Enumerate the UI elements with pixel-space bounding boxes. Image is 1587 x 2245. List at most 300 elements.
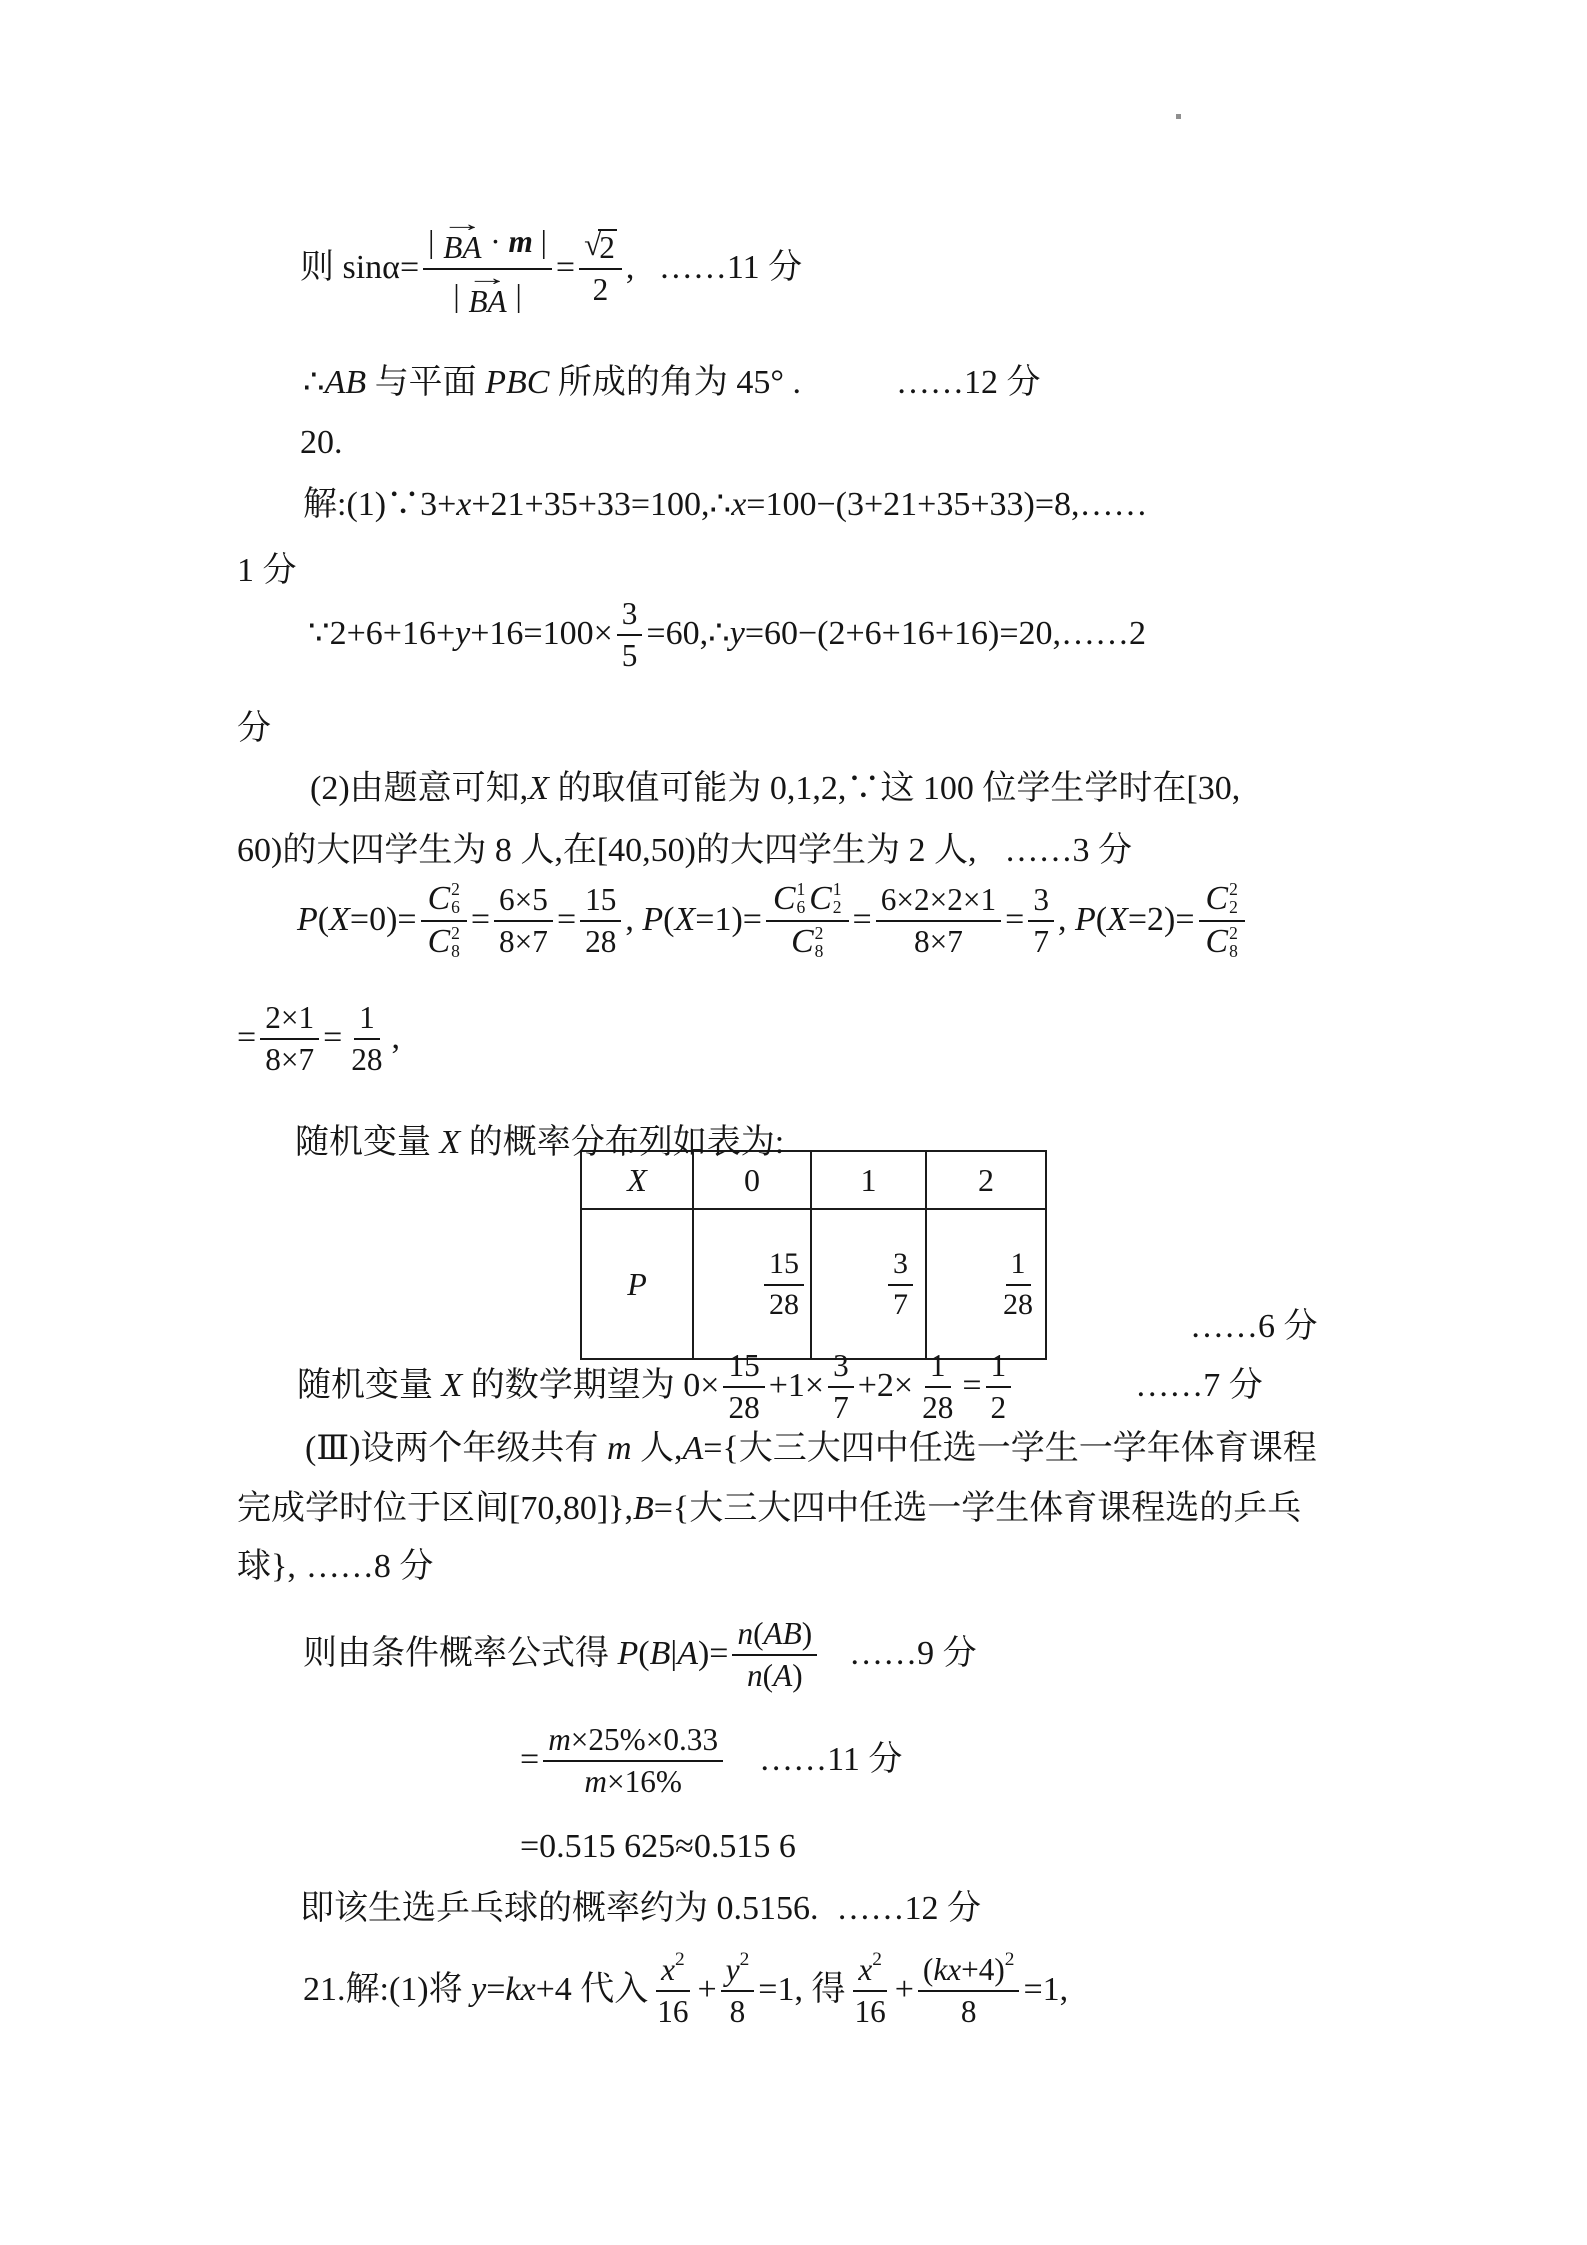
math-text: =0)=: [349, 901, 417, 939]
combination-symbol: [428, 924, 460, 961]
math-text: 2: [990, 1390, 1007, 1426]
comb-base: C: [427, 879, 451, 917]
math-text: 即该生选乒乓球的概率约为 0.5156.: [300, 1890, 819, 1927]
math-text: x: [456, 486, 472, 523]
numerator: [732, 1616, 817, 1656]
math-text: )=: [697, 1635, 729, 1673]
math-text: =: [556, 901, 577, 939]
math-text: 16: [854, 1994, 886, 2030]
math-text: ……9 分: [849, 1635, 977, 1673]
math-text: ……6 分: [1190, 1308, 1318, 1345]
q20-part2b: [237, 830, 1132, 873]
fraction: [721, 1949, 755, 2030]
math-text: m: [508, 223, 533, 259]
spacer: [976, 851, 1004, 852]
math-text: 人,: [631, 1430, 683, 1467]
fraction: [998, 1247, 1038, 1321]
fraction: [1028, 882, 1054, 959]
sin-formula: [300, 211, 803, 319]
math-text: 7: [833, 1390, 849, 1426]
comb-superscript: 2: [451, 922, 460, 943]
comb-subscript: 8: [814, 941, 824, 962]
math-text: kx: [505, 1971, 536, 2009]
fraction: [917, 1348, 958, 1425]
math-text: 所成的角为 45° .: [549, 364, 802, 401]
comb-subscript: 2: [1229, 897, 1238, 918]
cond-prob-decimal: [520, 1826, 796, 1869]
combination-symbol: [773, 880, 805, 917]
math-text: 15: [728, 1348, 760, 1383]
exponent: 2: [739, 1949, 750, 1971]
q20-part2: [310, 768, 1240, 811]
fraction: [764, 1247, 804, 1321]
numerator: 15: [764, 1247, 804, 1286]
denominator: [346, 1040, 387, 1077]
spacer: [296, 1567, 306, 1568]
fraction: [1199, 880, 1245, 961]
math-text: 6×2×2×1: [880, 881, 997, 917]
math-text: 则由条件概率公式得: [303, 1635, 618, 1673]
combination-symbol: [791, 924, 823, 961]
math-text: |: [670, 1635, 678, 1673]
comb-superscript: 2: [1229, 879, 1238, 899]
math-text: =: [486, 1971, 506, 2009]
math-text: m: [548, 1722, 571, 1757]
math-text: =1)=: [695, 901, 762, 939]
comb-scripts: [1229, 924, 1238, 961]
fraction: [346, 1000, 387, 1077]
comb-scripts: [451, 924, 460, 961]
comb-base: C: [427, 923, 451, 961]
math-text: (: [638, 1635, 650, 1673]
math-text: ……12 分: [836, 1890, 981, 1927]
math-text: (: [1095, 901, 1108, 939]
math-text: AB: [763, 1616, 802, 1651]
numerator: [918, 1949, 1020, 1992]
power-base: [923, 1952, 1005, 1987]
table-cell-var-label: X: [581, 1151, 693, 1209]
denominator: [909, 922, 968, 959]
math-text: x: [731, 486, 747, 523]
q20-part3b: [237, 1488, 1301, 1531]
spacer: [801, 383, 896, 384]
numerator: [423, 211, 552, 270]
q20-part1: [303, 484, 1148, 527]
math-text: P: [642, 901, 664, 939]
power-expression: [858, 1949, 882, 1987]
math-text: A: [682, 1430, 704, 1467]
math-text: =60,∴: [646, 615, 730, 653]
numerator: 3: [888, 1247, 913, 1286]
math-text: =: [852, 901, 872, 939]
math-text: ,: [625, 249, 643, 287]
math-text: +2×: [857, 1367, 914, 1405]
math-text: ∴: [303, 364, 325, 401]
table-cell-p1: [811, 1209, 926, 1359]
numerator: [421, 880, 467, 922]
math-text: 解:(1)∵3+: [303, 486, 457, 523]
math-text: +: [894, 1971, 914, 2009]
comb-subscript: 6: [451, 897, 460, 918]
math-text: 分: [237, 710, 271, 747]
exponent: 2: [674, 1949, 685, 1971]
q21: [303, 1949, 1069, 2030]
math-text: ={大三大四中任选一学生一学年体育课程: [703, 1430, 1317, 1467]
math-text: |: [532, 223, 547, 259]
math-text: =2)=: [1127, 901, 1195, 939]
math-text: X: [329, 901, 350, 939]
math-text: 的概率分布列如表为:: [460, 1124, 785, 1161]
math-text: =: [470, 901, 491, 939]
math-text: ……11 分: [759, 1741, 903, 1779]
fraction: [580, 882, 621, 959]
power-base: [858, 1952, 872, 1987]
power-expression: [725, 1949, 750, 1987]
math-text: X: [674, 901, 696, 939]
denominator: [986, 1388, 1012, 1425]
vector-arrow-icon: →: [440, 211, 484, 236]
numerator: [656, 1949, 690, 1992]
combination-symbol: [1206, 880, 1238, 917]
math-text: 3: [1033, 881, 1049, 917]
math-text: (: [922, 1952, 934, 1987]
math-text: AB: [324, 364, 367, 401]
comb-scripts: [796, 880, 805, 917]
math-text: 6×5: [499, 881, 548, 917]
math-text: (2)由题意可知,: [310, 770, 529, 807]
numerator: [579, 229, 622, 270]
math-text: 28: [585, 923, 617, 959]
vector: [466, 264, 509, 319]
score-1: [237, 550, 297, 593]
exponent: 2: [872, 1949, 882, 1971]
denominator: [588, 270, 614, 307]
cond-prob-value: [520, 1722, 902, 1799]
math-text: PBC: [485, 364, 550, 401]
table-cell-p0: [693, 1209, 811, 1359]
math-text: 与平面: [366, 364, 486, 401]
q20-part1b: [308, 596, 1146, 673]
math-text: ……8 分: [305, 1548, 434, 1585]
fraction: [421, 880, 467, 961]
denominator: [742, 1656, 808, 1693]
math-text: 28: [351, 1042, 383, 1078]
conclusion: [300, 1888, 981, 1931]
power-base: [661, 1952, 675, 1987]
math-text: 1: [359, 1000, 375, 1035]
math-text: +21+35+33=100,∴: [471, 486, 732, 523]
denominator: 28: [769, 1287, 799, 1321]
comb-subscript: 6: [796, 897, 806, 918]
math-text: 28: [728, 1390, 760, 1426]
math-text: ……12 分: [896, 364, 1041, 401]
math-text: 28: [922, 1390, 954, 1426]
math-text: =100−(3+21+35+33)=8,……: [746, 486, 1148, 523]
comb-scripts: [451, 880, 460, 917]
math-text: X: [441, 1367, 463, 1405]
numerator: [766, 880, 849, 922]
math-text: (: [753, 1616, 764, 1651]
radicand: 2: [599, 230, 615, 266]
conditional-prob: [303, 1616, 977, 1693]
math-text: 2: [592, 272, 609, 308]
math-text: 8×7: [913, 923, 963, 959]
fraction: [888, 1247, 913, 1321]
fraction: [494, 882, 553, 959]
math-text: 2×1: [265, 1000, 315, 1035]
math-text: x: [858, 1952, 873, 1987]
comb-superscript: 2: [1229, 922, 1238, 943]
fraction: [986, 1348, 1012, 1425]
comb-superscript: 2: [814, 922, 824, 943]
fraction: [423, 211, 552, 319]
math-text: ,: [391, 1019, 401, 1057]
math-text: ×16%: [606, 1764, 682, 1800]
math-text: 16: [657, 1994, 689, 2030]
q20-number: [300, 422, 343, 465]
math-text: ×25%×0.33: [570, 1722, 719, 1757]
numerator: [1028, 882, 1054, 922]
fraction: [617, 596, 643, 673]
math-text: m: [606, 1430, 632, 1467]
math-text: (: [317, 901, 330, 939]
comb-subscript: 8: [1229, 941, 1238, 962]
numerator: [543, 1722, 723, 1762]
fraction: [652, 1949, 693, 2030]
math-text: B: [632, 1490, 654, 1527]
denominator: [421, 922, 467, 961]
spacer: [1015, 1386, 1135, 1387]
math-text: n: [747, 1658, 763, 1694]
fraction: [766, 880, 849, 961]
math-text: ·: [482, 223, 509, 259]
math-text: 3: [621, 596, 638, 631]
denominator: [784, 922, 830, 961]
fraction: [918, 1949, 1020, 2030]
math-text: 的取值可能为 0,1,2,∵这 100 位学生学时在[30,: [548, 770, 1241, 807]
math-text: n: [737, 1616, 754, 1651]
table-row-p: [581, 1209, 1046, 1359]
comb-scripts: [815, 924, 824, 961]
math-text: P: [297, 901, 318, 939]
math-text: P: [1074, 901, 1096, 939]
math-text: 15: [585, 881, 617, 917]
math-text: P: [617, 1635, 639, 1673]
math-text: =1,: [1023, 1971, 1069, 2009]
table-cell-x2: 2: [926, 1151, 1046, 1209]
numerator: [1199, 880, 1245, 922]
math-text: =1, 得: [758, 1971, 846, 2009]
denominator: [956, 1992, 982, 2029]
vector: [440, 211, 484, 265]
math-text: 的数学期望为 0×: [462, 1367, 720, 1405]
math-text: 随机变量: [297, 1367, 442, 1405]
math-text: A: [677, 1635, 698, 1673]
math-text: ……7 分: [1135, 1367, 1263, 1405]
math-text: +4): [961, 1952, 1005, 1987]
table-cell-p2: [926, 1209, 1046, 1359]
math-text: =60−(2+6+16+16)=20,……2: [744, 615, 1147, 653]
comb-scripts: [1229, 880, 1238, 917]
math-text: A: [773, 1658, 793, 1694]
numerator: [721, 1949, 755, 1992]
math-text: 1: [990, 1348, 1007, 1383]
angle-conclusion: [303, 362, 1041, 405]
math-text: 8×7: [499, 923, 548, 959]
denominator: [1028, 922, 1054, 959]
math-text: +1×: [768, 1367, 825, 1405]
math-text: ……3 分: [1004, 832, 1132, 869]
vector-base: BA: [443, 229, 482, 265]
denominator: [652, 1992, 693, 2029]
numerator: [617, 596, 643, 636]
math-text: ,: [625, 901, 643, 939]
math-text: (: [663, 901, 675, 939]
math-text: 3: [833, 1348, 849, 1383]
numerator: 1: [1006, 1247, 1031, 1286]
math-text: |: [453, 277, 468, 313]
math-text: 20.: [300, 424, 343, 461]
math-text: X: [1107, 901, 1128, 939]
comb-base: C: [1205, 923, 1229, 961]
fraction: [849, 1949, 890, 2030]
exponent: 2: [1004, 1949, 1015, 1971]
power-base: [726, 1952, 740, 1987]
math-text: +16=100×: [470, 615, 613, 653]
comb-base: C: [791, 923, 814, 961]
combination-symbol: [1206, 924, 1238, 961]
math-text: 完成学时位于区间[70,80]},: [237, 1490, 633, 1527]
spacer: [643, 268, 659, 269]
numerator: [354, 1000, 380, 1040]
numerator: [723, 1348, 764, 1388]
fraction: [723, 1348, 764, 1425]
fraction: [732, 1616, 817, 1693]
math-text: 球},: [237, 1548, 296, 1585]
fraction: [260, 1000, 319, 1077]
denominator: [580, 922, 621, 959]
math-text: ={大三大四中任选一学生体育课程选的乒乓: [653, 1490, 1302, 1527]
math-text: X: [528, 770, 549, 807]
math-text: 则 sinα=: [300, 249, 420, 287]
denominator: [723, 1388, 764, 1425]
math-text: 5: [621, 638, 638, 674]
math-text: 8: [729, 1994, 746, 2030]
score-6: [1190, 1306, 1318, 1349]
math-text: (Ⅲ)设两个年级共有: [305, 1430, 607, 1467]
math-text: +4 代入: [535, 1971, 649, 2009]
math-text: y: [725, 1952, 740, 1987]
distribution-table: [580, 1150, 1047, 1360]
math-text: =: [520, 1741, 540, 1779]
denominator: [917, 1388, 958, 1425]
comb-base: C: [809, 879, 832, 917]
vector-base: BA: [468, 283, 507, 319]
math-text: 8×7: [265, 1042, 315, 1078]
denominator: [260, 1040, 319, 1077]
prob-formulas: [297, 880, 1249, 961]
comb-base: C: [1205, 879, 1229, 917]
power-expression: [661, 1949, 685, 1987]
math-text: =0.515 625≈0.515 6: [520, 1828, 796, 1865]
math-text: X: [439, 1124, 461, 1161]
combination-symbol: [809, 880, 841, 917]
denominator: 7: [893, 1287, 908, 1321]
math-text: ∵2+6+16+: [308, 615, 456, 653]
numerator: [853, 1949, 887, 1992]
denominator: [725, 1992, 751, 2029]
math-text: x: [661, 1952, 675, 1987]
spacer: [727, 1760, 759, 1761]
spacer: [819, 1909, 837, 1910]
fen-carry: [237, 708, 271, 751]
table-cell-x1: 1: [811, 1151, 926, 1209]
math-text: =: [555, 249, 576, 287]
combination-symbol: [428, 880, 460, 917]
stray-dot: [1176, 114, 1181, 119]
math-text: m: [584, 1764, 607, 1800]
math-text: y: [455, 615, 471, 653]
radical-sign-icon: √: [584, 227, 602, 263]
numerator: [986, 1348, 1012, 1388]
comb-superscript: 1: [832, 879, 842, 899]
math-text: ): [792, 1658, 803, 1694]
math-text: =: [323, 1019, 343, 1057]
fraction: [543, 1722, 723, 1799]
numerator: [925, 1348, 951, 1388]
numerator: [260, 1000, 319, 1040]
q20-part3: [305, 1428, 1317, 1471]
denominator: [849, 1992, 890, 2029]
math-text: y: [471, 1971, 487, 2009]
math-text: 1: [929, 1348, 946, 1383]
math-text: |: [428, 223, 443, 259]
math-text: =: [962, 1367, 982, 1405]
math-text: (: [762, 1658, 774, 1694]
dist-table-label: [295, 1122, 784, 1165]
math-text: =: [237, 1019, 257, 1057]
math-text: ……11 分: [658, 249, 803, 287]
numerator: [828, 1348, 854, 1388]
comb-subscript: 8: [451, 941, 460, 962]
table-cell-x0: 0: [693, 1151, 811, 1209]
q20-part3c: [237, 1546, 433, 1589]
denominator: [448, 264, 526, 319]
prob-continue: [237, 1000, 400, 1077]
math-text: +: [697, 1971, 717, 2009]
fraction: [876, 882, 1001, 959]
denominator: [828, 1388, 854, 1425]
math-text: 7: [1033, 923, 1049, 959]
math-text: B: [649, 1635, 671, 1673]
spacer: [821, 1654, 849, 1655]
comb-subscript: 2: [832, 897, 842, 918]
math-text: |: [507, 277, 522, 313]
comb-superscript: 1: [796, 879, 806, 899]
square-root: [584, 229, 617, 265]
comb-superscript: 2: [451, 879, 460, 899]
comb-base: C: [772, 879, 796, 917]
math-text: 随机变量: [295, 1124, 440, 1161]
math-text: ,: [1057, 901, 1075, 939]
denominator: [617, 636, 643, 673]
denominator: 28: [1003, 1287, 1033, 1321]
denominator: [579, 1762, 687, 1799]
expectation: [297, 1348, 1263, 1425]
math-text: 21.解:(1)将: [303, 1971, 472, 2009]
math-text: y: [729, 615, 745, 653]
fraction: [579, 229, 622, 307]
